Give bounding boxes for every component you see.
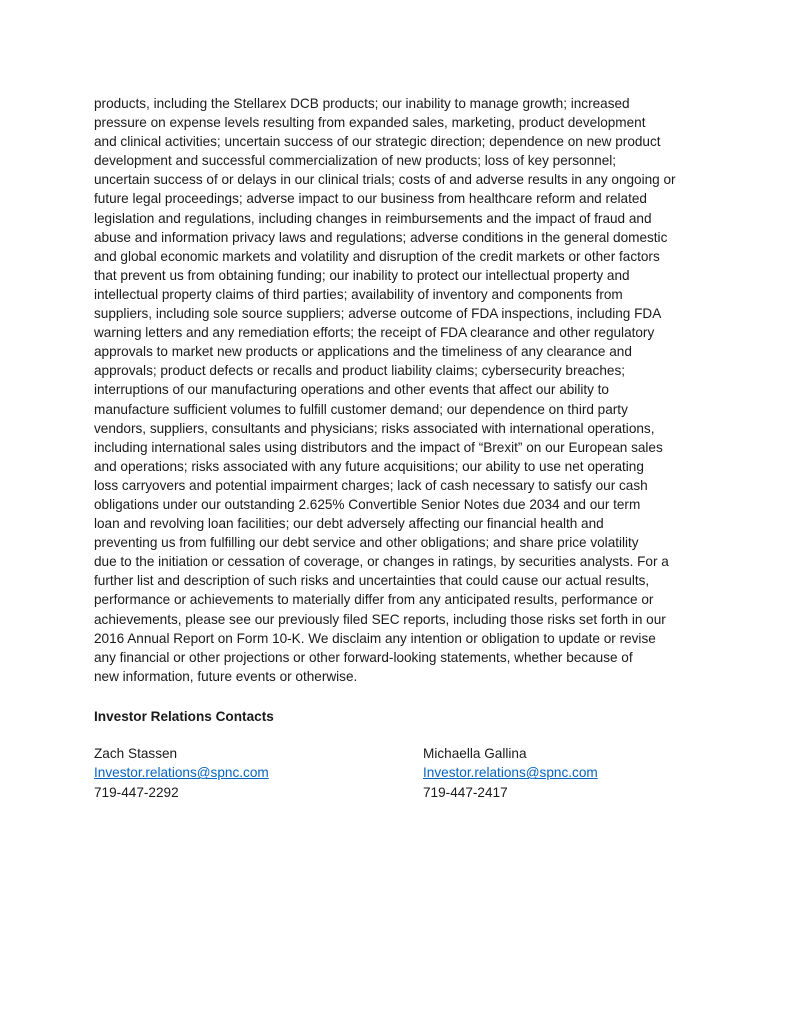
contact-name: Zach Stassen [94, 746, 178, 761]
paragraph-line: and global economic markets and volatility and disruption of the credit markets or other factors [94, 248, 660, 264]
paragraph-line: performance or achievements to materially differ from any anticipated results, performance or [94, 592, 654, 608]
paragraph-line: due to the initiation or cessation of coverage, or changes in ratings, by securities analysts. For a [94, 554, 669, 570]
paragraph-line: any financial or other projections or other forward-looking statements, whether because of [94, 649, 633, 665]
paragraph-line: and operations; risks associated with any future acquisitions; our ability to use net operating [94, 458, 644, 474]
contact-email-link[interactable]: Investor.relations@spnc.com [94, 765, 269, 781]
paragraph-line: vendors, suppliers, consultants and physicians; risks associated with international operations, [94, 420, 655, 436]
contact-email-link[interactable]: Investor.relations@spnc.com [423, 765, 598, 781]
paragraph-line: warning letters and any remediation efforts; the receipt of FDA clearance and other regulatory [94, 325, 655, 341]
paragraph-line: approvals; product defects or recalls and product liability claims; cybersecurity breaches; [94, 363, 625, 379]
paragraph-line: further list and description of such risks and uncertainties that could cause our actual results, [94, 573, 650, 589]
paragraph-line: abuse and information privacy laws and regulations; adverse conditions in the general domestic [94, 229, 668, 245]
risk-factors-paragraph [94, 94, 714, 686]
paragraph-line: that prevent us from obtaining funding; our inability to protect our intellectual property and [94, 267, 630, 283]
paragraph-line: suppliers, including sole source suppliers; adverse outcome of FDA inspections, including FDA [94, 306, 662, 322]
paragraph-line: obligations under our outstanding 2.625% Convertible Senior Notes due 2034 and our term [94, 496, 641, 512]
contact-phone: 719-447-2417 [423, 784, 508, 800]
contact-phone: 719-447-2292 [94, 784, 179, 800]
paragraph-line: loss carryovers and potential impairment charges; lack of cash necessary to satisfy our cash [94, 477, 648, 493]
paragraph-line: approvals to market new products or applications and the timeliness of any clearance and [94, 344, 632, 360]
paragraph-line: 2016 Annual Report on Form 10-K. We disclaim any intention or obligation to update or revise [94, 630, 656, 646]
contact-block-stassen [94, 744, 269, 802]
paragraph-line: intellectual property claims of third parties; availability of inventory and components from [94, 286, 623, 302]
paragraph-line: products, including the Stellarex DCB products; our inability to manage growth; increased [94, 96, 630, 111]
contact-name: Michaella Gallina [423, 746, 527, 761]
paragraph-line: including international sales using distributors and the impact of “Brexit” on our European sales [94, 439, 663, 455]
paragraph-line: and clinical activities; uncertain success of our strategic direction; dependence on new product [94, 134, 661, 150]
contact-block-gallina [423, 744, 598, 802]
paragraph-line: manufacture sufficient volumes to fulfill customer demand; our dependence on third party [94, 401, 628, 417]
paragraph-line: loan and revolving loan facilities; our debt adversely affecting our financial health and [94, 516, 604, 532]
paragraph-line: pressure on expense levels resulting from expanded sales, marketing, product development [94, 115, 646, 131]
paragraph-line: development and successful commercialization of new products; loss of key personnel; [94, 153, 617, 169]
paragraph-line: achievements, please see our previously filed SEC reports, including those risks set forth in our [94, 611, 666, 627]
investor-relations-heading: Investor Relations Contacts [94, 709, 274, 724]
paragraph-line: new information, future events or otherwise. [94, 668, 358, 684]
paragraph-line: preventing us from fulfilling our debt service and other obligations; and share price volatility [94, 535, 639, 551]
paragraph-line: future legal proceedings; adverse impact to our business from healthcare reform and related [94, 191, 647, 207]
paragraph-line: uncertain success of or delays in our clinical trials; costs of and adverse results in any ongoing or [94, 172, 676, 188]
paragraph-line: interruptions of our manufacturing operations and other events that affect our ability to [94, 382, 609, 398]
paragraph-line: legislation and regulations, including changes in reimbursements and the impact of fraud and [94, 210, 652, 226]
